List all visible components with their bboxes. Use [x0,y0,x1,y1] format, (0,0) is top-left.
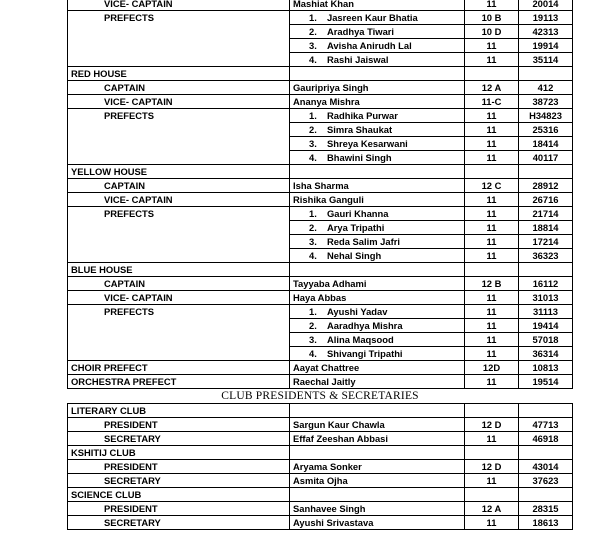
class-cell: 11 [465,193,519,207]
secretary-row [68,474,573,488]
class-cell: 11 [465,109,519,123]
blank-cell [290,404,465,418]
clubs-banner-row [68,389,573,404]
name-cell [290,53,465,67]
role-cell: VICE- CAPTAIN [68,95,290,109]
name-cell: Mashiat Khan [290,0,465,11]
admission-no-cell: 46918 [519,432,573,446]
role-cell: CAPTAIN [68,179,290,193]
prefect-row-2 [68,25,573,39]
role-cell: CHOIR PREFECT [68,361,290,375]
prefect-row-4 [68,347,573,361]
admission-no-cell: 36314 [519,347,573,361]
role-cell: SECRETARY [68,474,290,488]
admission-no-cell: 40117 [519,151,573,165]
role-cell: SECRETARY [68,432,290,446]
name-cell: Asmita Ojha [290,474,465,488]
prefect-name: Simra Shaukat [327,124,393,135]
class-cell: 11 [465,291,519,305]
section-heading: RED HOUSE [68,67,290,81]
class-cell: 11 [465,347,519,361]
list-number: 1. [309,208,317,219]
blank-cell [519,263,573,277]
prefect-row-1 [68,11,573,25]
prefect-name: Gauri Khanna [327,208,389,219]
admission-no-cell: 19514 [519,375,573,389]
role-cell [68,347,290,361]
role-cell: PREFECTS [68,305,290,319]
class-cell: 12 A [465,502,519,516]
role-cell: CAPTAIN [68,81,290,95]
role-cell: PREFECTS [68,207,290,221]
prefect-row-3 [68,39,573,53]
admission-no-cell: 16112 [519,277,573,291]
orchestra-prefect-row [68,375,573,389]
class-cell: 11 [465,207,519,221]
class-cell: 11-C [465,95,519,109]
role-cell [68,25,290,39]
admission-no-cell: 18414 [519,137,573,151]
role-cell: CAPTAIN [68,277,290,291]
prefect-row-2 [68,123,573,137]
name-cell [290,39,465,53]
class-cell: 10 B [465,11,519,25]
secretary-row [68,432,573,446]
class-cell: 11 [465,221,519,235]
president-row [68,502,573,516]
section-heading: BLUE HOUSE [68,263,290,277]
blank-cell [465,404,519,418]
list-number: 3. [309,236,317,247]
admission-no-cell: 31113 [519,305,573,319]
blank-cell [465,263,519,277]
prefect-row-3 [68,137,573,151]
blank-cell [290,263,465,277]
name-cell: Sargun Kaur Chawla [290,418,465,432]
role-cell [68,235,290,249]
club-heading-row [68,404,573,418]
blank-cell [519,165,573,179]
name-cell: Haya Abbas [290,291,465,305]
blank-cell [465,488,519,502]
name-cell [290,235,465,249]
blank-cell [465,67,519,81]
name-cell: Sanhavee Singh [290,502,465,516]
name-cell [290,319,465,333]
admission-no-cell: 19113 [519,11,573,25]
section-heading: SCIENCE CLUB [68,488,290,502]
admission-no-cell: 26716 [519,193,573,207]
section-heading: LITERARY CLUB [68,404,290,418]
class-cell: 11 [465,305,519,319]
class-cell: 12 C [465,179,519,193]
admission-no-cell: 17214 [519,235,573,249]
president-row [68,418,573,432]
prefect-row-4 [68,249,573,263]
name-cell: Aayat Chattree [290,361,465,375]
role-cell: PRESIDENT [68,418,290,432]
section-heading: KSHITIJ CLUB [68,446,290,460]
choir-prefect-row [68,361,573,375]
admission-no-cell: 43014 [519,460,573,474]
prefect-name: Alina Maqsood [327,334,394,345]
section-banner: CLUB PRESIDENTS & SECRETARIES [68,389,573,404]
list-number: 1. [309,306,317,317]
admission-no-cell: 38723 [519,95,573,109]
prefect-row-2 [68,319,573,333]
role-cell [68,123,290,137]
prefect-name: Aradhya Tiwari [327,26,395,37]
name-cell [290,333,465,347]
list-number: 3. [309,334,317,345]
admission-no-cell: 36323 [519,249,573,263]
prefect-name: Nehal Singh [327,250,382,261]
name-cell [290,221,465,235]
prefect-name: Ayushi Yadav [327,306,388,317]
blank-cell [519,404,573,418]
list-number: 2. [309,320,317,331]
prefect-name: Avisha Anirudh Lal [327,40,412,51]
role-cell: ORCHESTRA PREFECT [68,375,290,389]
vice-captain-row [68,0,573,11]
admission-no-cell: 18613 [519,516,573,530]
prefect-row-4 [68,53,573,67]
name-cell [290,123,465,137]
house-heading-row [68,67,573,81]
class-cell: 11 [465,333,519,347]
captain-row [68,179,573,193]
name-cell: Tayyaba Adhami [290,277,465,291]
vice-captain-row [68,291,573,305]
class-cell: 11 [465,0,519,11]
role-cell [68,137,290,151]
class-cell: 11 [465,249,519,263]
name-cell [290,151,465,165]
blank-cell [465,446,519,460]
council-document [67,0,562,530]
class-cell: 11 [465,474,519,488]
role-cell [68,53,290,67]
name-cell [290,347,465,361]
list-number: 3. [309,40,317,51]
vice-captain-row [68,95,573,109]
name-cell [290,109,465,123]
role-cell: PREFECTS [68,109,290,123]
student-council-table [67,0,573,530]
house-heading-row [68,165,573,179]
name-cell [290,249,465,263]
president-row [68,460,573,474]
club-heading-row [68,488,573,502]
admission-no-cell: 10813 [519,361,573,375]
class-cell: 12 B [465,277,519,291]
class-cell: 11 [465,319,519,333]
role-cell [68,221,290,235]
list-number: 1. [309,110,317,121]
role-cell [68,39,290,53]
list-number: 4. [309,152,317,163]
prefect-name: Bhawini Singh [327,152,392,163]
role-cell: VICE- CAPTAIN [68,291,290,305]
class-cell: 11 [465,375,519,389]
prefect-name: Arya Tripathi [327,222,385,233]
role-cell [68,333,290,347]
section-heading: YELLOW HOUSE [68,165,290,179]
blank-cell [290,67,465,81]
admission-no-cell: 20014 [519,0,573,11]
role-cell: SECRETARY [68,516,290,530]
blank-cell [290,488,465,502]
list-number: 1. [309,12,317,23]
secretary-row [68,516,573,530]
blank-cell [519,488,573,502]
admission-no-cell: 412 [519,81,573,95]
class-cell: 11 [465,516,519,530]
prefect-row-4 [68,151,573,165]
blank-cell [290,446,465,460]
admission-no-cell: 21714 [519,207,573,221]
captain-row [68,81,573,95]
name-cell: Isha Sharma [290,179,465,193]
admission-no-cell: 42313 [519,25,573,39]
prefect-row-3 [68,235,573,249]
blank-cell [290,165,465,179]
name-cell: Ayushi Srivastava [290,516,465,530]
admission-no-cell: 18814 [519,221,573,235]
club-heading-row [68,446,573,460]
class-cell: 12 D [465,418,519,432]
prefect-name: Jasreen Kaur Bhatia [327,12,418,23]
admission-no-cell: 37623 [519,474,573,488]
admission-no-cell: 19914 [519,39,573,53]
admission-no-cell: 25316 [519,123,573,137]
name-cell [290,207,465,221]
name-cell [290,137,465,151]
prefect-row-3 [68,333,573,347]
role-cell: PRESIDENT [68,502,290,516]
name-cell [290,305,465,319]
list-number: 4. [309,250,317,261]
admission-no-cell: 28912 [519,179,573,193]
class-cell: 12D [465,361,519,375]
class-cell: 11 [465,53,519,67]
class-cell: 11 [465,432,519,446]
list-number: 2. [309,124,317,135]
prefect-row-1 [68,109,573,123]
blank-cell [465,165,519,179]
blank-cell [519,67,573,81]
admission-no-cell: 31013 [519,291,573,305]
role-cell [68,151,290,165]
prefect-row-1 [68,207,573,221]
prefect-name: Shivangi Tripathi [327,348,403,359]
class-cell: 11 [465,137,519,151]
name-cell: Gauripriya Singh [290,81,465,95]
list-number: 4. [309,348,317,359]
role-cell: PREFECTS [68,11,290,25]
prefect-name: Radhika Purwar [327,110,398,121]
prefect-row-1 [68,305,573,319]
name-cell: Rishika Ganguli [290,193,465,207]
admission-no-cell: 47713 [519,418,573,432]
vice-captain-row [68,193,573,207]
table-body [68,0,573,530]
admission-no-cell: 35114 [519,53,573,67]
name-cell: Ananya Mishra [290,95,465,109]
prefect-name: Reda Salim Jafri [327,236,400,247]
house-heading-row [68,263,573,277]
prefect-name: Shreya Kesarwani [327,138,408,149]
class-cell: 11 [465,123,519,137]
blank-cell [519,446,573,460]
admission-no-cell: 28315 [519,502,573,516]
class-cell: 12 D [465,460,519,474]
role-cell [68,319,290,333]
name-cell: Raechal Jaitly [290,375,465,389]
class-cell: 11 [465,39,519,53]
role-cell: VICE- CAPTAIN [68,0,290,11]
name-cell [290,11,465,25]
class-cell: 12 A [465,81,519,95]
name-cell [290,25,465,39]
name-cell: Effaf Zeeshan Abbasi [290,432,465,446]
prefect-name: Rashi Jaiswal [327,54,389,65]
class-cell: 11 [465,235,519,249]
captain-row [68,277,573,291]
role-cell: PRESIDENT [68,460,290,474]
admission-no-cell: 57018 [519,333,573,347]
admission-no-cell: H34823 [519,109,573,123]
role-cell: VICE- CAPTAIN [68,193,290,207]
list-number: 2. [309,222,317,233]
list-number: 4. [309,54,317,65]
role-cell [68,249,290,263]
admission-no-cell: 19414 [519,319,573,333]
prefect-row-2 [68,221,573,235]
name-cell: Aryama Sonker [290,460,465,474]
class-cell: 11 [465,151,519,165]
list-number: 3. [309,138,317,149]
class-cell: 10 D [465,25,519,39]
list-number: 2. [309,26,317,37]
prefect-name: Aaradhya Mishra [327,320,403,331]
